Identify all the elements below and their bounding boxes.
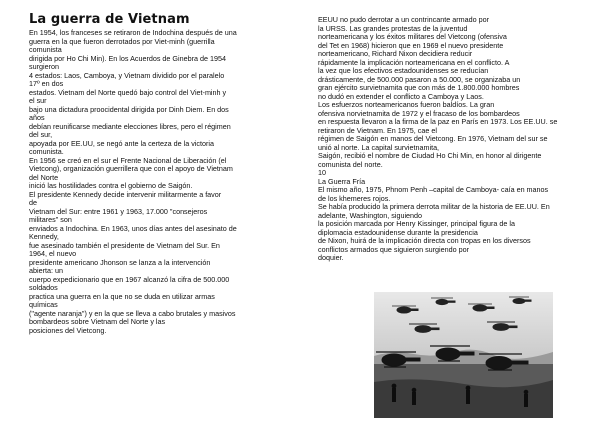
text-line: la posición marcada por Henry Kissinger, principal figura de la (318, 219, 515, 228)
text-line: Se había producido la primera derrota militar de la historia de EE.UU. En (318, 202, 550, 211)
text-line: bombardeos sobre Vietnam del Norte y las (29, 317, 166, 326)
text-line: En 1954, los franceses se retiraron de Indochina después de una (29, 28, 237, 37)
text-line: norteamericano, Richard Nixon decidiera reducir (318, 49, 473, 58)
text-line: En 1956 se creó en el sur el Frente Nacional de Liberación (el (29, 155, 227, 165)
page-number: 10 (318, 168, 326, 177)
text-line: cuerpo expedicionario que en 1967 alcanzó la cifra de 500.000 (29, 274, 230, 284)
text-line: Los esfuerzos norteamericanos fueron baldíos. La gran (318, 100, 495, 109)
text-line: EEUU no pudo derrotar a un contrincante armado por (318, 15, 490, 24)
text-line: Saigón, recibió el nombre de Ciudad Ho Chi Min, en honor al dirigente (318, 151, 542, 160)
text-line: régimen de Saigón en manos del Vietcong. En 1976, Vietnam del sur se (318, 134, 548, 143)
text-line: del Norte (29, 172, 59, 182)
text-line: 1964, el nuevo (29, 249, 77, 258)
text-line: debían reunificarse mediante elecciones libres, pero el régimen (29, 121, 231, 131)
text-line: la vez que los efectivos estadounidenses se reducían (318, 66, 489, 75)
left-column-text (29, 29, 281, 335)
text-line: del sur, (29, 130, 53, 139)
helicopters-photo (374, 292, 553, 418)
text-line: fue asesinado también el presidente de Vietnam del Sur. En (29, 240, 220, 250)
text-line: de (29, 198, 37, 207)
page-title: La guerra de Vietnam (29, 12, 190, 27)
text-line: abierta: un (29, 266, 63, 275)
text-line: adelante, Washington, siguiendo (318, 210, 423, 220)
text-line: Kennedy, (29, 232, 59, 241)
text-line: no dudó en extender el conflicto a Camboya y Laos. (318, 91, 484, 101)
helicopters-photo-graphic (374, 292, 553, 418)
text-line: ofensiva norvietnamita de 1972 y el fracaso de los bombardeos (318, 108, 520, 118)
text-line: 17º en dos (29, 79, 64, 88)
text-line: en respuesta llevaron a la firma de la paz en París en 1973. Los EE.UU. se (318, 117, 558, 126)
text-line: ("agente naranja") y en la que se lleva a cabo brutales y masivos (29, 308, 236, 318)
text-line: de Nixon, huirá de la implicación directa con tropas en los diversos (318, 236, 531, 245)
text-line: la URSS. Las grandes protestas de la juventud (318, 23, 468, 33)
text-line: surgieron (29, 62, 59, 71)
text-line: El mismo año, 1975, Phnom Penh –capital de Camboya- caía en manos (318, 185, 549, 194)
text-line: practica una guerra en la que no se duda en utilizar armas (29, 291, 215, 301)
text-line: Vietnam del Sur: entre 1961 y 1963, 17.000 "consejeros (29, 206, 208, 216)
text-line: unió al norte. La capital survietnamita, (318, 142, 440, 152)
text-line: químicas (29, 300, 58, 309)
text-line: el sur (29, 96, 47, 105)
text-line: apoyada por EE.UU, se negó ante la certeza de la victoria (29, 138, 214, 148)
text-line: dirigida por Ho Chi Min). En los Acuerdos de Ginebra de 1954 (29, 53, 226, 63)
text-line: norteamericana y los éxitos militares del Vietcong (ofensiva (318, 32, 507, 41)
text-line: comunista (29, 45, 62, 54)
text-line: enviados a Indochina. En 1963, unos días antes del asesinato de (29, 223, 237, 233)
text-line: comunista del norte. (318, 159, 383, 169)
text-line: bajo una dictadura proocidental dirigida por Dinh Diem. En dos (29, 104, 229, 114)
right-column (318, 16, 580, 263)
text-line: presidente americano Jhonson se lanza a la intervención (29, 257, 211, 267)
text-line: gran ejército survietnamita que con más de 1.800.000 hombres (318, 83, 520, 92)
text-line: rápidamente la implicación norteamericana en el conflicto. A (318, 57, 510, 67)
text-line: estados. Vietnam del Norte quedó bajo control del Viet-minh y (29, 87, 227, 97)
text-line: doquier. (318, 253, 344, 262)
text-line: drásticamente, de 500.000 pasaron a 50.000, se organizaba un (318, 74, 521, 84)
text-line: comunista. (29, 147, 64, 156)
text-line: 4 estados: Laos, Camboya, y Vietnam dividido por el paralelo (29, 70, 225, 80)
text-line: diplomacia estadounidense durante la presidencia (318, 227, 478, 237)
text-line: Vietcong), organización guerrillera que con el apoyo de Vietnam (29, 164, 233, 173)
text-line: guerra en la que fueron derrotados por Viet-minh (guerrilla (29, 36, 215, 46)
text-line: inició las hostilidades contra el gobierno de Saigón. (29, 181, 193, 190)
text-line: del Tet en 1968) hicieron que en 1969 el nuevo presidente (318, 40, 504, 50)
left-column (29, 12, 281, 335)
section-heading: La Guerra Fría (318, 176, 366, 186)
text-line: conflictos armados que siguieron surgiendo por (318, 244, 470, 254)
text-line: años (29, 113, 45, 122)
text-line: militares" son (29, 215, 72, 224)
text-line: El presidente Kennedy decide intervenir militarmente a favor (29, 189, 222, 199)
text-line: de los khemeres rojos. (318, 193, 391, 203)
text-line: soldados (29, 283, 58, 292)
text-line: retiraron de Vietnam. En 1975, cae el (318, 125, 437, 135)
text-line: posiciones del Vietcong. (29, 325, 107, 335)
